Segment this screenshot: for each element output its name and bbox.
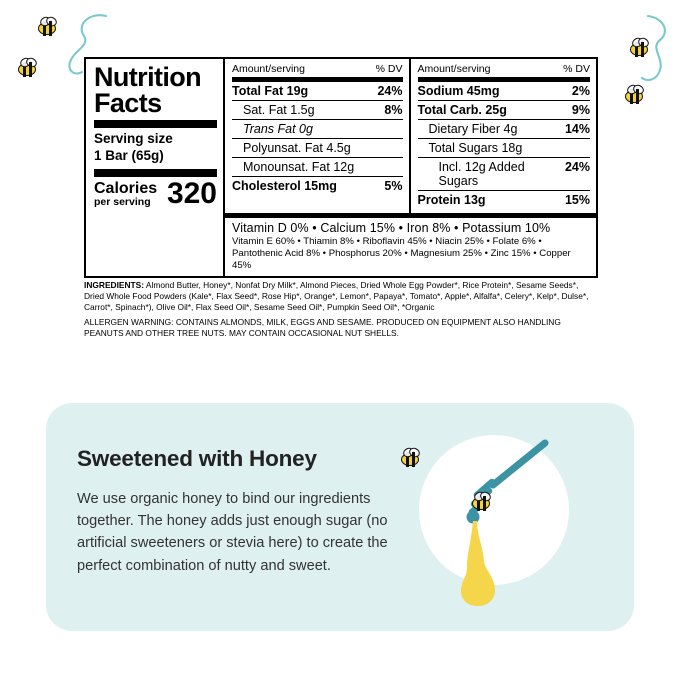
nutrient-name: Total Sugars 18g — [428, 141, 523, 155]
column-header-left — [232, 63, 403, 77]
nutrient-row — [418, 157, 591, 190]
bee-icon-top-left-2 — [18, 63, 36, 76]
nutrient-row — [418, 100, 591, 119]
ingredients-text: Almond Butter, Honey*, Nonfat Dry Milk*, Almond Pieces, Dried Whole Egg Powder*, Rice Protein*, Sesame Seeds*, Dried Whole Food Powders (Kale*, Flax Seed*, Rose Hip*, Orange*, Lemon*, Papaya*, Tomato*, Apple*, Alfalfa*, Celery*, Kelp*, Dulse*, Carrot*, Spinach*), Olive Oil*, Flax Seed Oil*, Sesame Seed Oil*, Pumpkin Seed Oil*, *Organic — [84, 280, 589, 312]
nutrient-name: Trans Fat 0g — [243, 122, 313, 136]
nutrient-row — [232, 157, 403, 176]
bee-icon-card-1 — [401, 453, 419, 466]
serving-size-label: Serving size — [94, 131, 173, 147]
amount-per-serving-header: Amount/serving — [417, 63, 491, 75]
nutrient-name: Incl. 12g Added Sugars — [438, 160, 525, 188]
honey-card-title: Sweetened with Honey — [77, 446, 317, 471]
amount-per-serving-header: Amount/serving — [232, 63, 305, 75]
nutrient-name: Total Carb. 25g — [417, 103, 507, 117]
nutrient-row — [418, 190, 591, 209]
nutrient-name: Total Fat 19g — [232, 84, 309, 98]
nutrient-name: Protein 13g — [417, 193, 486, 207]
calories-label: Calories — [94, 179, 158, 197]
calories-sublabel: per serving — [94, 195, 151, 208]
nutrient-name: Dietary Fiber 4g — [428, 122, 518, 136]
divider-thick-2 — [94, 169, 217, 177]
nutrient-row — [232, 138, 403, 157]
nutrient-dv: 9% — [571, 103, 590, 117]
vitamins-secondary-line: Vitamin E 60% • Thiamin 8% • Riboflavin 45% • Niacin 25% • Folate 6% • Pantothenic Acid 8% • Phosphorus 20% • Magnesium 25% • Zinc 15% • Copper 45% — [232, 236, 571, 271]
nutrient-name: Polyunsat. Fat 4.5g — [243, 141, 351, 155]
honey-card-body: We use organic honey to bind our ingredients together. The honey adds just enough sugar (no artificial sweeteners or stevia here) to create the perfect combination of nutty and sweet. — [77, 491, 388, 574]
nutrient-name: Sodium 45mg — [417, 84, 500, 98]
nutrient-row — [418, 138, 591, 157]
vitamins-section — [225, 213, 596, 276]
bee-icon-card-2 — [472, 497, 490, 510]
nutrient-dv: 24% — [377, 84, 403, 98]
ingredients-paragraph — [84, 280, 600, 312]
nutrient-dv: 5% — [384, 179, 403, 193]
nutrient-name: Sat. Fat 1.5g — [243, 103, 315, 117]
page-title: Nutrition Facts — [94, 62, 202, 118]
nutrient-dv: 8% — [384, 103, 403, 117]
nutrient-row — [418, 119, 591, 138]
nutrient-row — [418, 77, 591, 100]
calories-value: 320 — [166, 177, 217, 211]
nutrient-row — [232, 176, 403, 195]
nutrient-dv: 2% — [571, 84, 590, 98]
serving-size-value: 1 Bar (65g) — [94, 148, 164, 164]
nutrient-dv: 14% — [564, 122, 590, 136]
honey-info-card — [46, 403, 634, 631]
nutrient-row — [232, 77, 403, 100]
nutrition-summary-column — [86, 59, 225, 276]
allergen-warning: ALLERGEN WARNING: CONTAINS ALMONDS, MILK, EGGS AND SESAME. PRODUCED ON EQUIPMENT ALSO HANDLING PEANUTS AND OTHER TREE NUTS. MAY CONTAIN OCCASIONAL NUT SHELLS. — [84, 317, 561, 338]
nutrient-row — [232, 100, 403, 119]
honey-illustration — [397, 425, 582, 610]
nutrient-name: Cholesterol 15mg — [232, 179, 337, 193]
ingredients-section — [84, 280, 600, 339]
nutrient-column-left — [225, 59, 411, 213]
daily-value-header: % DV — [375, 63, 403, 75]
ingredients-label: INGREDIENTS: — [84, 280, 145, 290]
nutrient-dv: 15% — [564, 193, 590, 207]
calories-row — [94, 177, 217, 211]
nutrient-column-right — [411, 59, 597, 213]
daily-value-header: % DV — [563, 63, 590, 75]
column-header-right — [418, 63, 591, 77]
nutrition-facts-panel — [84, 57, 598, 278]
vitamins-primary-line: Vitamin D 0% • Calcium 15% • Iron 8% • Potassium 10% — [232, 221, 551, 235]
divider-thick — [94, 120, 217, 128]
honey-dipper-icon — [397, 425, 582, 610]
nutrient-name: Monounsat. Fat 12g — [243, 160, 355, 174]
swirl-line-top-right — [612, 12, 672, 92]
nutrient-dv: 24% — [564, 160, 590, 174]
nutrient-row — [232, 119, 403, 138]
